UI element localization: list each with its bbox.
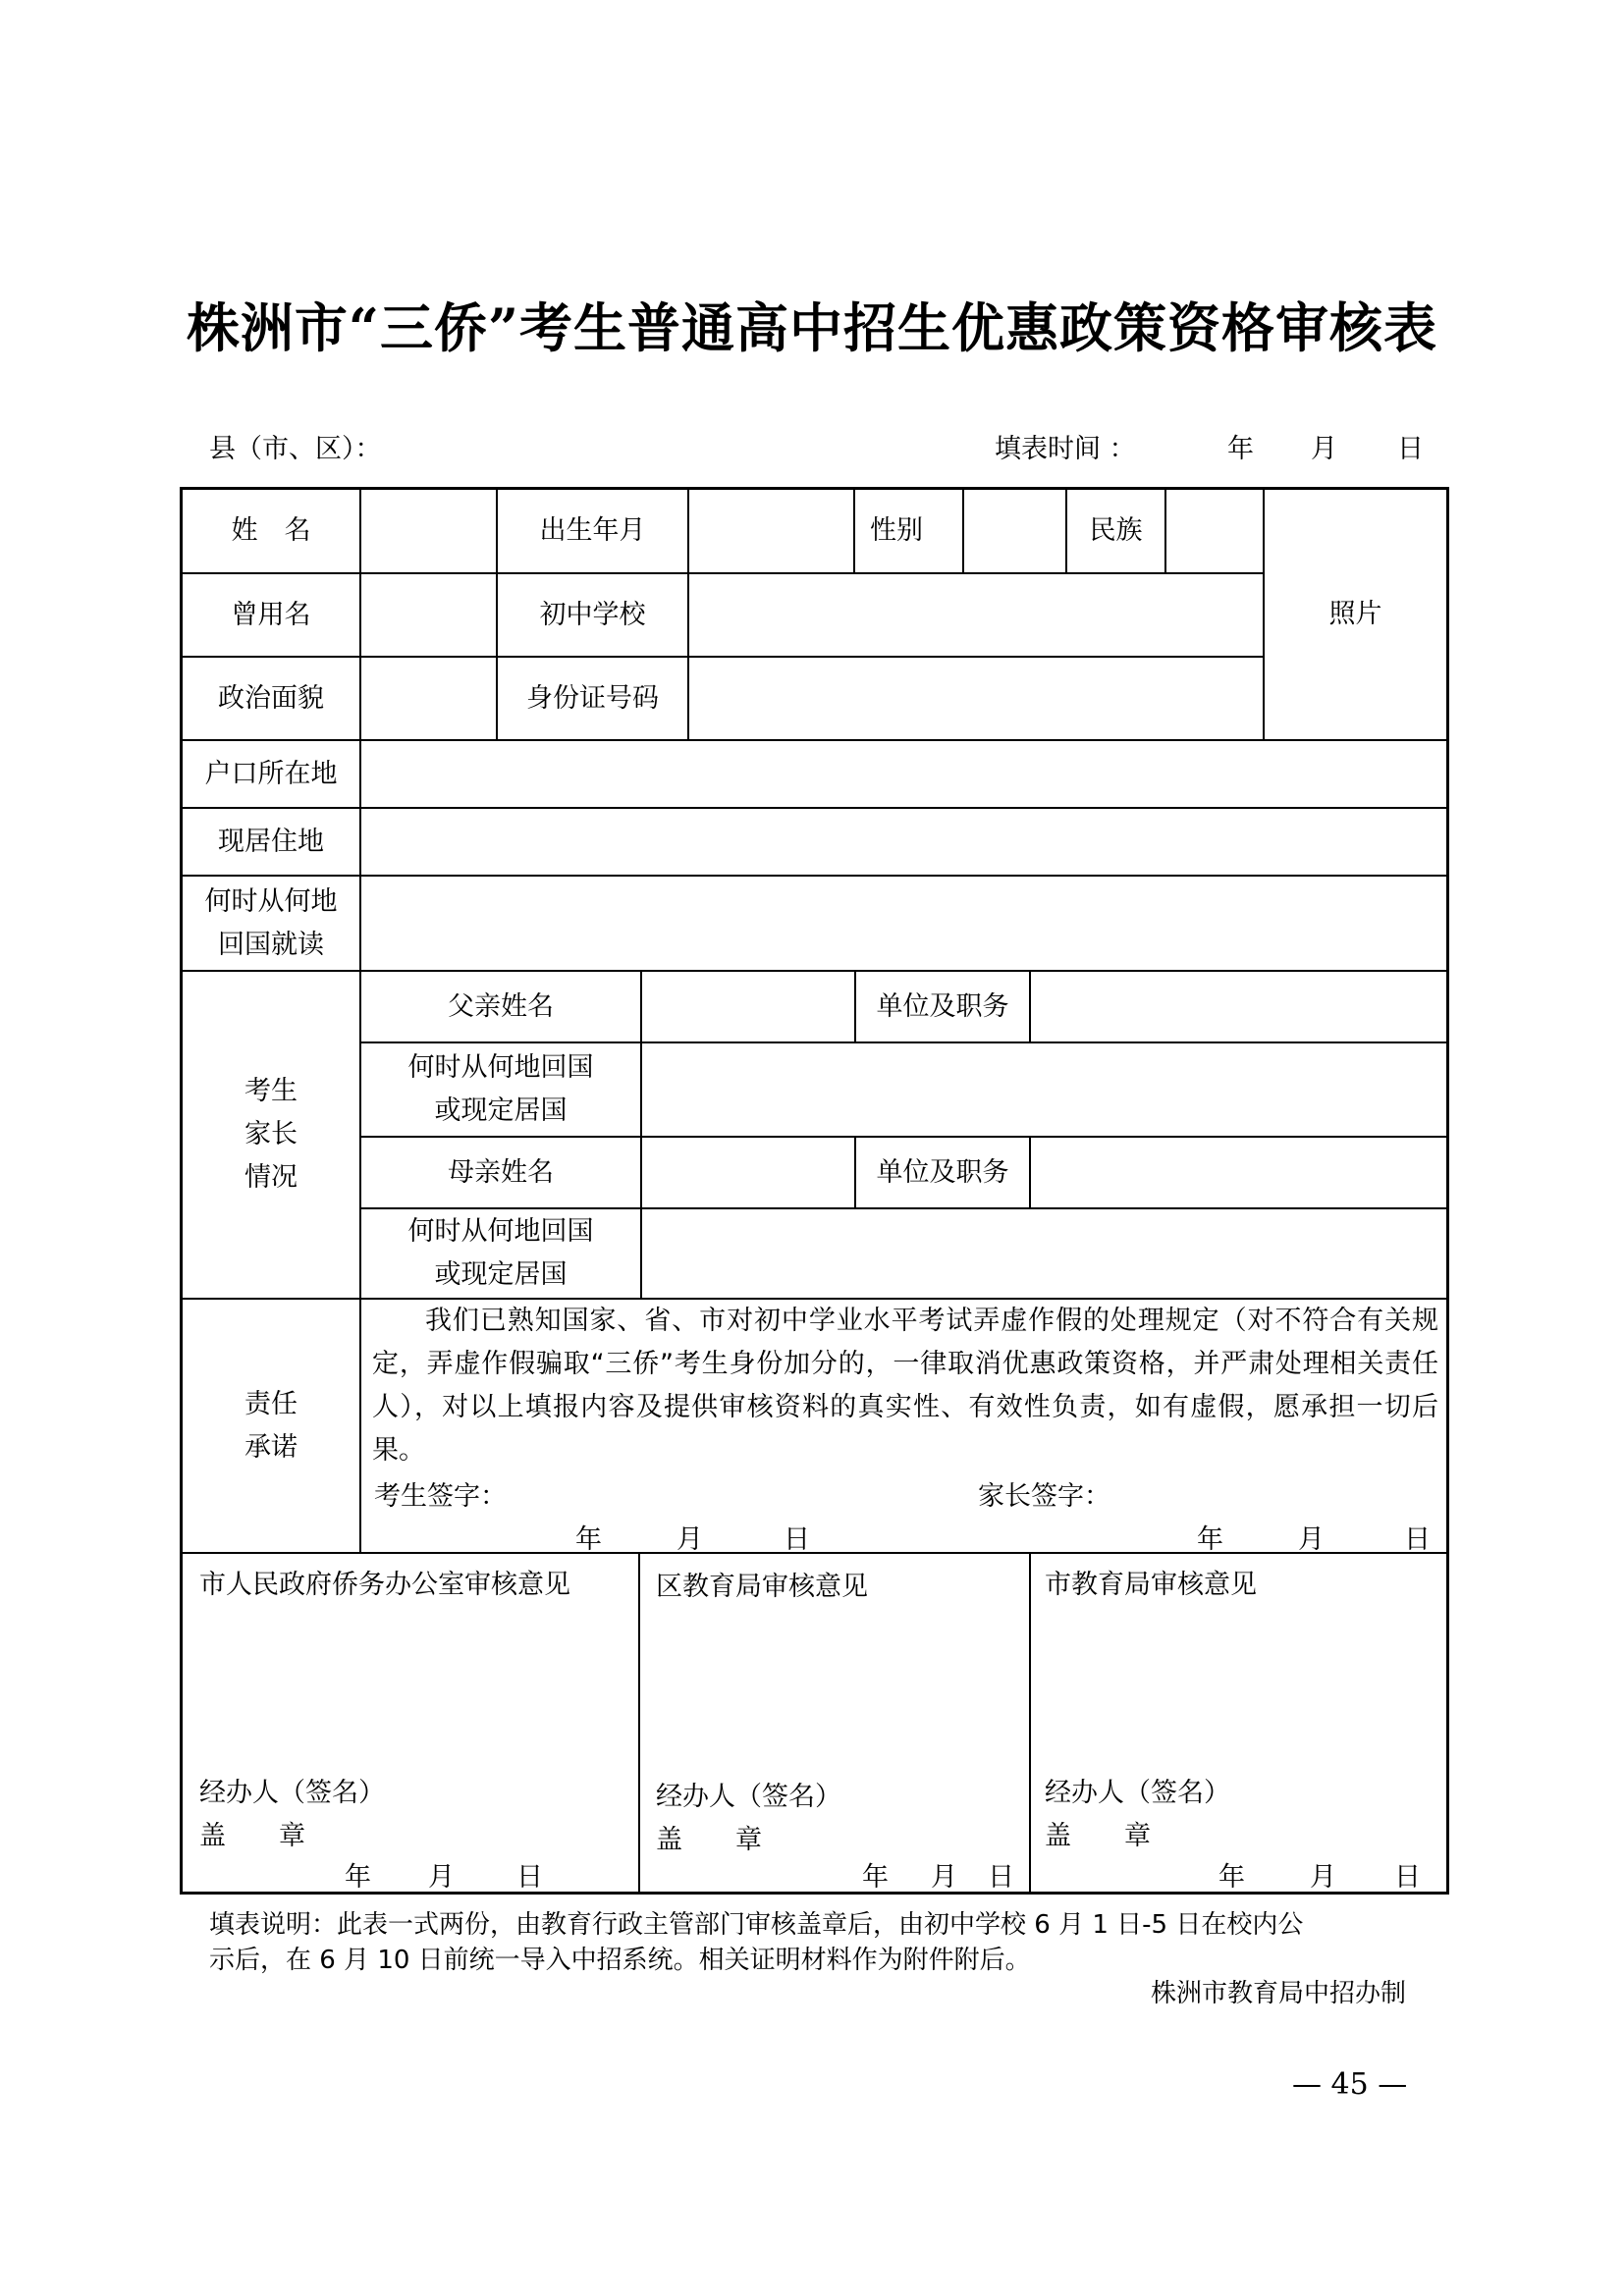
- office-seal: 盖 章: [199, 1821, 305, 1851]
- fill-time-year: 年: [1227, 434, 1254, 464]
- parent-sign-label: 家长签字：: [978, 1481, 1110, 1512]
- parents-label-line3: 情况: [244, 1162, 298, 1193]
- id-number-label: 身份证号码: [526, 682, 659, 714]
- mother-unit-label: 单位及职务: [876, 1156, 1009, 1188]
- mother-name-label: 母亲姓名: [448, 1156, 554, 1188]
- father-return-line2: 或现定居国: [434, 1095, 568, 1126]
- residence-field[interactable]: [361, 809, 1446, 875]
- fill-time-day: 日: [1397, 434, 1424, 464]
- father-unit-label: 单位及职务: [876, 990, 1009, 1022]
- ethnicity-label: 民族: [1089, 515, 1143, 546]
- mother-return-field[interactable]: [642, 1209, 1446, 1298]
- father-unit-field[interactable]: [1031, 972, 1446, 1041]
- father-return-field[interactable]: [642, 1043, 1446, 1136]
- parents-label-line1: 考生: [244, 1076, 298, 1106]
- student-sign-day: 日: [784, 1524, 810, 1555]
- middle-school-field[interactable]: [689, 574, 1263, 656]
- mother-return-label: [361, 1209, 640, 1298]
- pledge-label-line1: 责任: [244, 1388, 298, 1419]
- father-return-label: [361, 1043, 640, 1136]
- photo-area[interactable]: 照片: [1328, 599, 1382, 629]
- political-field[interactable]: [361, 658, 496, 739]
- middle-school-label: 初中学校: [539, 599, 646, 630]
- district-month: 月: [931, 1862, 957, 1893]
- father-return-line1: 何时从何地回国: [407, 1052, 594, 1083]
- father-name-label: 父亲姓名: [448, 990, 554, 1022]
- return-label-line2: 回国就读: [218, 929, 324, 960]
- gender-field[interactable]: [964, 490, 1065, 572]
- parents-label-line2: 家长: [244, 1119, 298, 1149]
- former-name-label: 曾用名: [231, 599, 311, 630]
- office-handler: 经办人（签名）: [199, 1778, 385, 1808]
- return-field[interactable]: [361, 877, 1446, 970]
- name-field[interactable]: [361, 490, 496, 572]
- birth-field[interactable]: [689, 490, 853, 572]
- maker-label: 株洲市教育局中招办制: [1151, 1979, 1407, 2008]
- pledge-label: [183, 1300, 359, 1552]
- birth-label: 出生年月: [539, 515, 646, 546]
- district-handler: 经办人（签名）: [656, 1782, 841, 1812]
- page-number: — 45 —: [1292, 2067, 1408, 2102]
- name-label: 姓 名: [231, 515, 311, 546]
- parents-label: [183, 972, 359, 1298]
- mother-unit-field[interactable]: [1031, 1138, 1446, 1207]
- form-title: 株洲市“三侨”考生普通高中招生优惠政策资格审核表: [186, 296, 1438, 359]
- student-sign-label: 考生签字：: [374, 1481, 507, 1512]
- pledge-text: 我们已熟知国家、省、市对初中学业水平考试弄虚作假的处理规定（对不符合有关规定，弄虚作假骗取“三侨”考生身份加分的，一律取消优惠政策资格，并严肃处理相关责任人），对以上填报内容及提供审核资料的真实性、有效性负责，如有虚假，愿承担一切后果。: [372, 1306, 1438, 1466]
- note-line2: 示后，在 6 月 10 日前统一导入中招系统。相关证明材料作为附件附后。: [209, 1946, 1031, 1975]
- ethnicity-field[interactable]: [1166, 490, 1263, 572]
- hukou-label: 户口所在地: [204, 758, 338, 789]
- student-sign-month: 月: [677, 1524, 703, 1555]
- city-year: 年: [1218, 1862, 1245, 1893]
- office-year: 年: [345, 1862, 371, 1893]
- parent-sign-month: 月: [1298, 1524, 1325, 1555]
- fill-time-label: 填表时间 ：: [995, 434, 1136, 464]
- office-month: 月: [428, 1862, 455, 1893]
- residence-label: 现居住地: [218, 826, 324, 857]
- former-name-field[interactable]: [361, 574, 496, 656]
- id-number-field[interactable]: [689, 658, 1263, 739]
- city-day: 日: [1394, 1862, 1421, 1893]
- district-seal: 盖 章: [656, 1825, 762, 1855]
- city-month: 月: [1310, 1862, 1336, 1893]
- hukou-field[interactable]: [361, 741, 1446, 807]
- review-city-label: 市教育局审核意见: [1045, 1570, 1257, 1600]
- district-year: 年: [862, 1862, 889, 1893]
- review-district-label: 区教育局审核意见: [656, 1572, 868, 1602]
- political-label: 政治面貌: [218, 682, 324, 714]
- pledge-label-line2: 承诺: [244, 1431, 298, 1463]
- student-sign-year: 年: [575, 1524, 602, 1555]
- city-seal: 盖 章: [1045, 1821, 1151, 1851]
- gender-label: 性别: [870, 515, 923, 546]
- note-line1: 填表说明：此表一式两份，由教育行政主管部门审核盖章后，由初中学校 6 月 1 日-5 日在校内公: [209, 1910, 1304, 1940]
- parent-sign-day: 日: [1404, 1524, 1431, 1555]
- mother-name-field[interactable]: [642, 1138, 854, 1207]
- mother-return-line1: 何时从何地回国: [407, 1216, 594, 1247]
- review-office-label: 市人民政府侨务办公室审核意见: [199, 1570, 570, 1600]
- district-day: 日: [988, 1862, 1014, 1893]
- father-name-field[interactable]: [642, 972, 854, 1041]
- county-label: 县（市、区）：: [209, 434, 382, 464]
- parent-sign-year: 年: [1197, 1524, 1223, 1555]
- fill-time-month: 月: [1311, 434, 1337, 464]
- city-handler: 经办人（签名）: [1045, 1778, 1230, 1808]
- return-label-line1: 何时从何地: [204, 885, 338, 917]
- office-day: 日: [516, 1862, 543, 1893]
- form-table: [180, 487, 1449, 1895]
- return-label: [183, 877, 359, 970]
- mother-return-line2: 或现定居国: [434, 1259, 568, 1290]
